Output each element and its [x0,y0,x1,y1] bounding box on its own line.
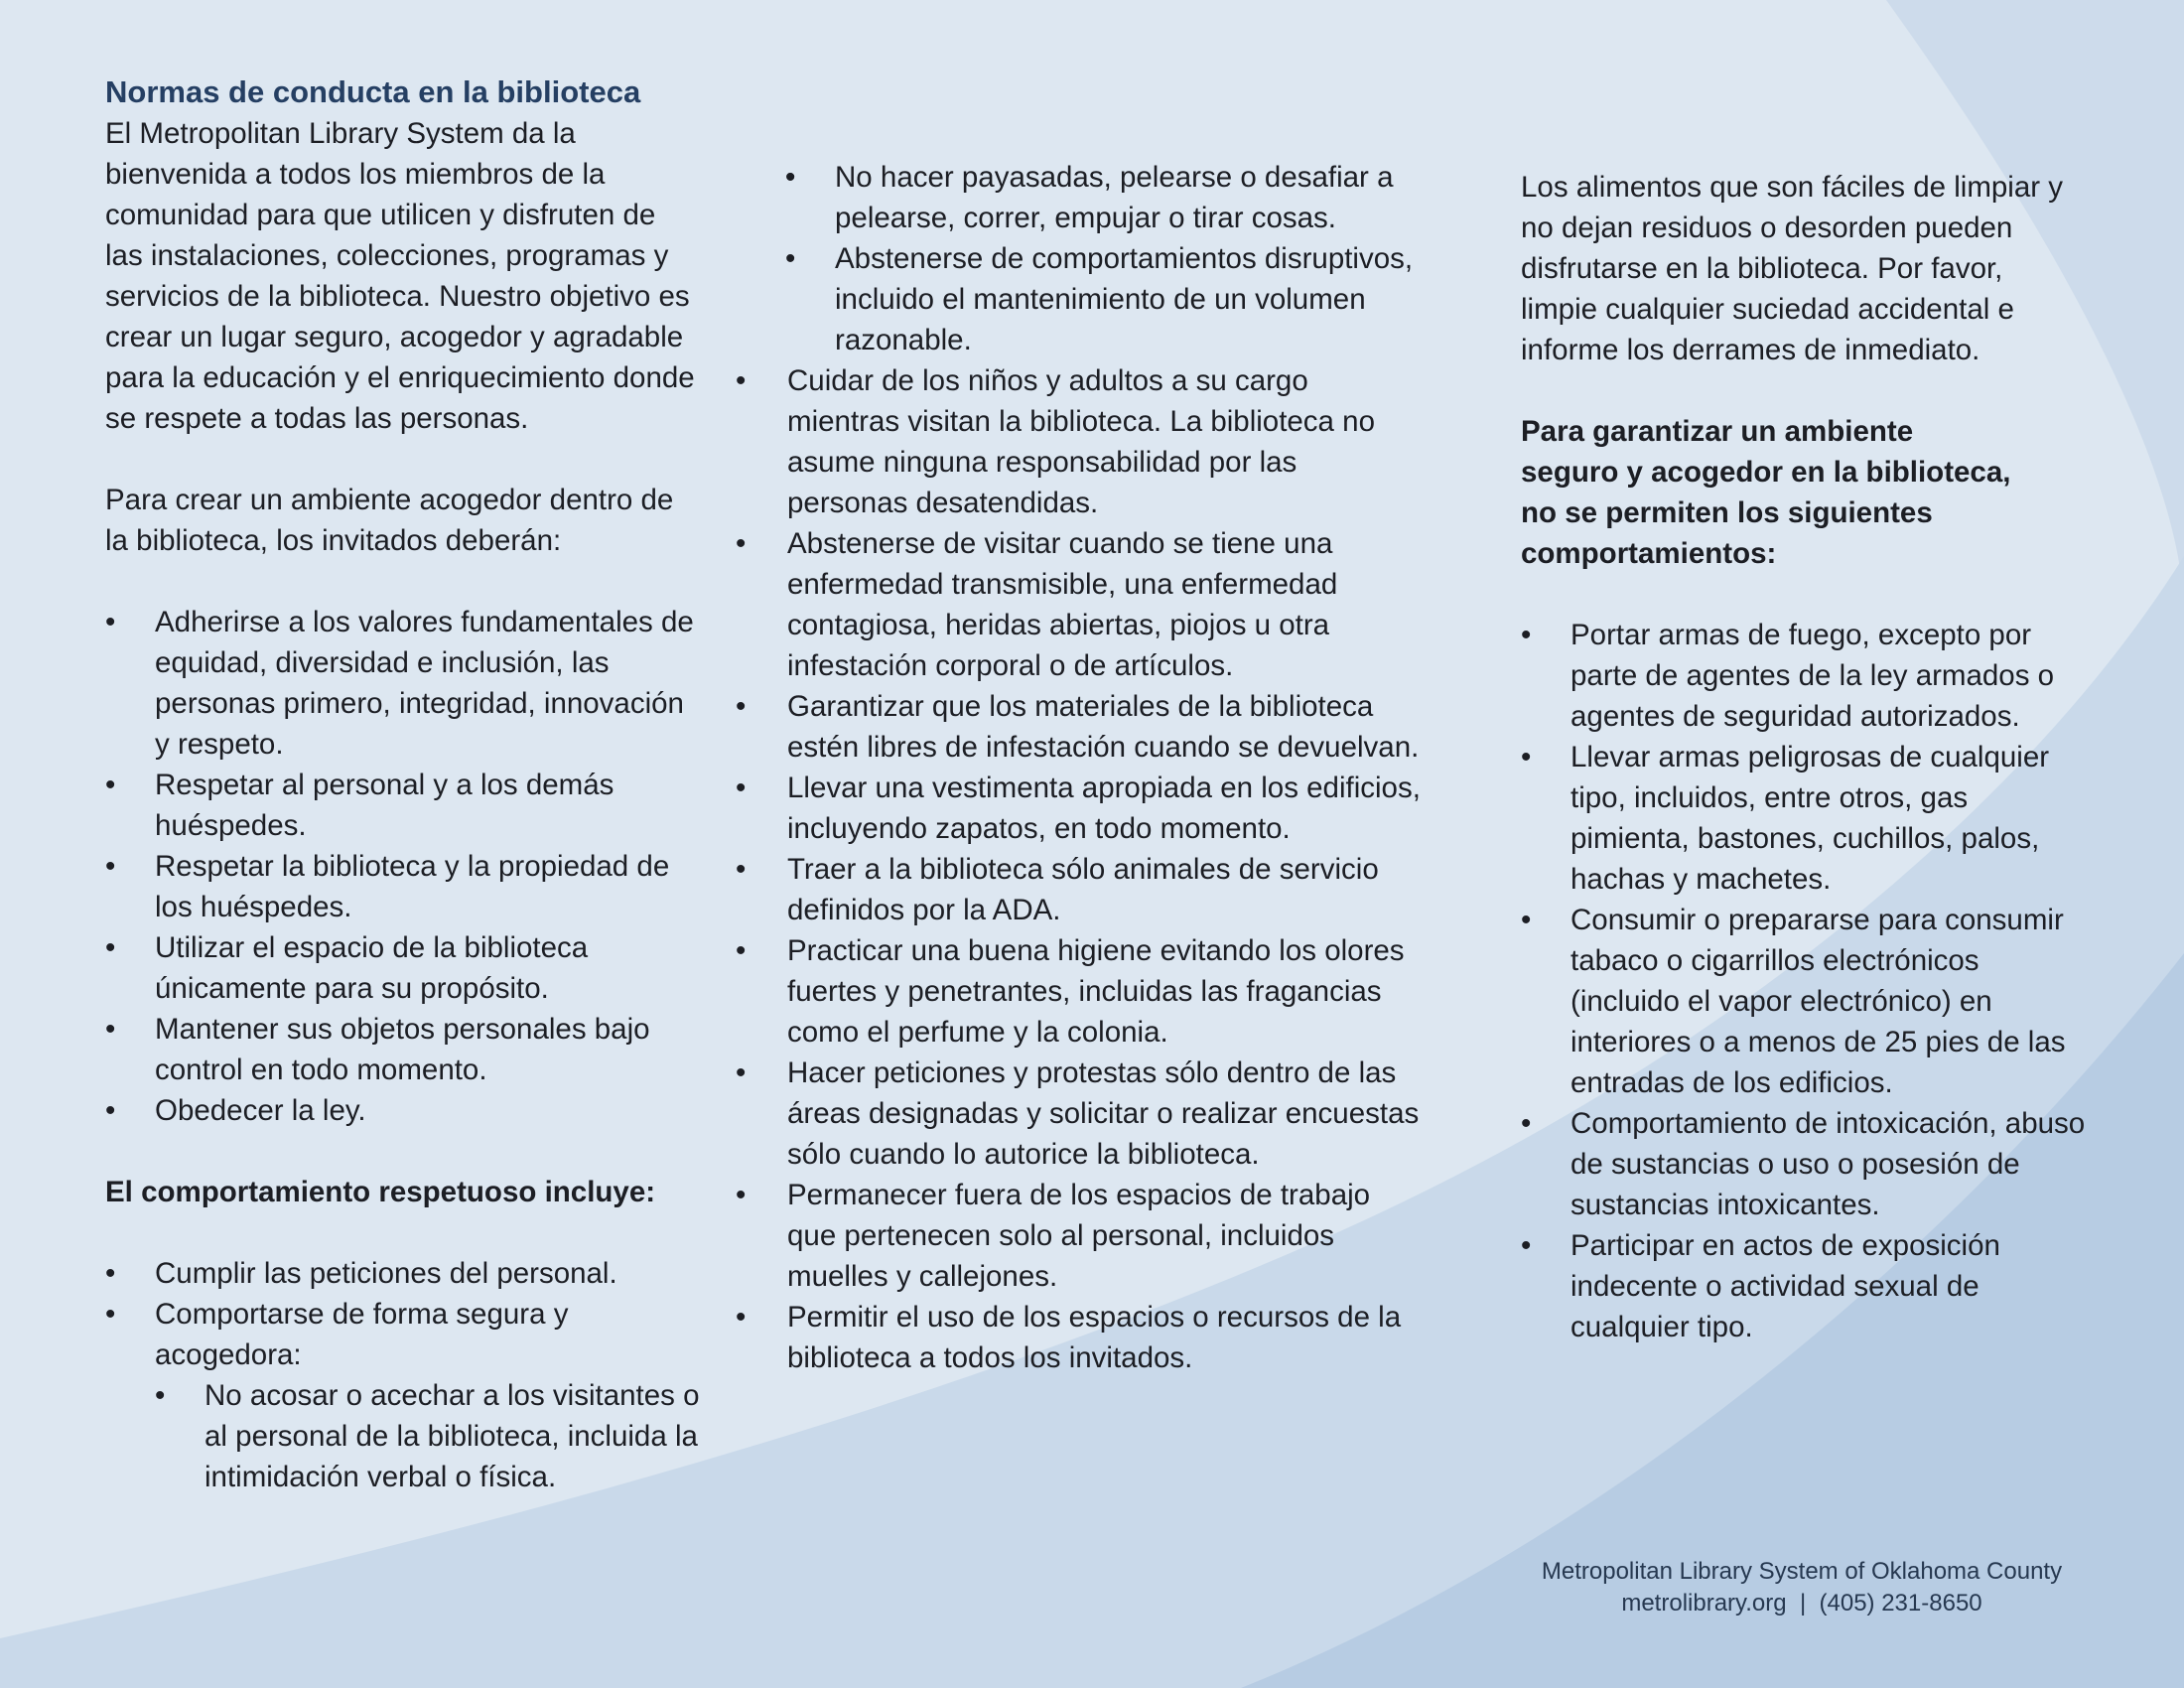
list-item: • Obedecer la ley. [105,1090,701,1131]
list-item: • Comportamiento de intoxicación, abuso de sustancias o uso o posesión de sustancias intoxicantes. [1521,1103,2087,1225]
footer-org-name: Metropolitan Library System of Oklahoma County [1541,1558,2063,1585]
respectful-list [105,1253,701,1497]
list-item: • Cumplir las peticiones del personal. [105,1253,701,1294]
list-item: • Hacer peticiones y protestas sólo dentro de las áreas designadas y solicitar o realizar encuestas sólo cuando lo autorice la biblioteca. [736,1053,1421,1175]
respectful-heading: El comportamiento respetuoso incluye: [105,1176,656,1208]
list-item: • Portar armas de fuego, excepto por parte de agentes de la ley armados o agentes de seguridad autorizados. [1521,615,2087,737]
sublist-item: • No acosar o acechar a los visitantes o al personal de la biblioteca, incluida la intimidación verbal o física. [155,1375,701,1497]
list-item: • Cuidar de los niños y adultos a su cargo mientras visitan la biblioteca. La biblioteca no asume ninguna responsabilidad por las personas desatendidas. [736,360,1421,523]
list-item: • Consumir o prepararse para consumir tabaco o cigarrillos electrónicos (incluido el vapor electrónico) en interiores o a menos de 25 pies de las entradas de los edificios. [1521,900,2087,1103]
footer-contact: metrolibrary.org | (405) 231-8650 [1621,1590,1982,1617]
guests-intro: Para crear un ambiente acogedor dentro de la biblioteca, los invitados deberán: [105,484,674,557]
safe-behavior-sublist-continued [785,157,1421,360]
list-item [785,157,1421,360]
list-item: • Participar en actos de exposición indecente o actividad sexual de cualquier tipo. [1521,1225,2087,1347]
list-item: • Utilizar el espacio de la biblioteca únicamente para su propósito. [105,927,701,1009]
sublist-item: • Abstenerse de comportamientos disruptivos, incluido el mantenimiento de un volumen razonable. [785,238,1421,360]
food-paragraph: Los alimentos que son fáciles de limpiar y no dejan residuos o desorden pueden disfrutarse en la biblioteca. Por favor, limpie cualquier suciedad accidental e informe los derrames de inmediato. [1521,171,2064,366]
more-respectful-list [736,360,1421,1378]
page-title: Normas de conducta en la biblioteca [105,74,641,109]
column-1 [105,71,701,1497]
intro-paragraph: El Metropolitan Library System da la bienvenida a todos los miembros de la comunidad para que utilicen y disfruten de las instalaciones, colecciones, programas y servicios de la biblioteca. Nuestro objetivo es crear un lugar seguro, acogedor y agradable para la educación y el enriquecimiento donde se respete a todas las personas. [105,117,695,435]
footer [1509,1556,2095,1619]
list-item: • Garantizar que los materiales de la biblioteca estén libres de infestación cuando se devuelvan. [736,686,1421,768]
list-item: • Respetar la biblioteca y la propiedad de los huéspedes. [105,846,701,927]
list-item: • Llevar armas peligrosas de cualquier tipo, incluidos, entre otros, gas pimienta, bastones, cuchillos, palos, hachas y machetes. [1521,737,2087,900]
prohibited-list [1521,615,2087,1347]
list-item: • Abstenerse de visitar cuando se tiene una enfermedad transmisible, una enfermedad contagiosa, heridas abiertas, piojos u otra infestación corporal o de artículos. [736,523,1421,686]
list-item: • Traer a la biblioteca sólo animales de servicio definidos por la ADA. [736,849,1421,930]
list-item: • Permanecer fuera de los espacios de trabajo que pertenecen solo al personal, incluidos muelles y callejones. [736,1175,1421,1297]
respectful-list-continued [785,157,1421,360]
list-item: • Mantener sus objetos personales bajo control en todo momento. [105,1009,701,1090]
prohibited-heading: Para garantizar un ambiente seguro y acogedor en la biblioteca, no se permiten los siguientes comportamientos: [1521,415,2011,570]
list-item-text: Comportarse de forma segura y acogedora: [155,1298,569,1371]
list-item: • Llevar una vestimenta apropiada en los edificios, incluyendo zapatos, en todo momento. [736,768,1421,849]
safe-behavior-sublist [155,1375,701,1497]
column-3 [1521,167,2087,1347]
list-item: • Respetar al personal y a los demás huéspedes. [105,765,701,846]
sublist-item: • • No hacer payasadas, pelearse o desafiar a pelearse, correr, empujar o tirar cosas. [785,157,1421,238]
guest-rules-list [105,602,701,1131]
list-item: • Adherirse a los valores fundamentales de equidad, diversidad e inclusión, las personas primero, integridad, innovación y respeto. [105,602,701,765]
column-2 [785,157,1421,1378]
list-item: • Practicar una buena higiene evitando los olores fuertes y penetrantes, incluidas las fragancias como el perfume y la colonia. [736,930,1421,1053]
list-item [105,1294,701,1497]
list-item: • Permitir el uso de los espacios o recursos de la biblioteca a todos los invitados. [736,1297,1421,1378]
